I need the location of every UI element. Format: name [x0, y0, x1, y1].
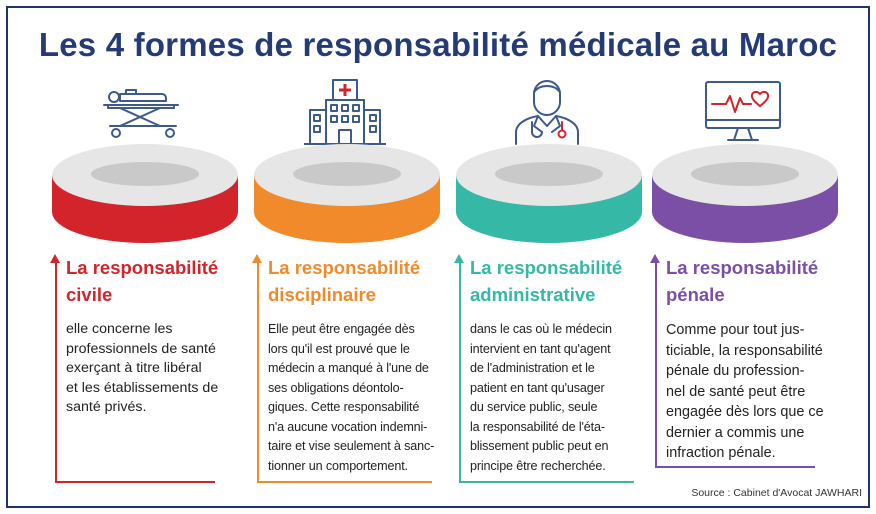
description-disciplinaire: Elle peut être engagée dès lors qu'il est prouvé que le médecin a manqué à l'une de ses obligations déontolo- giques. Cette responsabilité n'a aucune vocation indemni- taire et vise seulement à sanc- tionner un comportement. — [268, 322, 435, 473]
vertical-line — [55, 262, 57, 482]
bottom-line — [655, 466, 815, 468]
disc-disciplinaire — [252, 138, 442, 248]
bottom-line — [459, 481, 634, 483]
vertical-line — [655, 262, 657, 467]
bottom-line — [55, 481, 215, 483]
disc-administrative — [454, 138, 644, 248]
column-civile — [50, 0, 256, 514]
vertical-line — [257, 262, 259, 482]
column-penale — [650, 0, 856, 514]
heading-penale: La responsabilité pénale — [666, 257, 819, 305]
description-administrative: dans le cas où le médecin intervient en tant qu'agent de l'administration et le patient en tant qu'usager du service public, seule la responsabilité de l'éta- blissement public peut en principe être recherchée. — [470, 322, 612, 473]
column-administrative — [454, 0, 660, 514]
heading-administrative: La responsabilité administrative — [470, 257, 623, 305]
vertical-line — [459, 262, 461, 482]
description-civile: elle concerne les professionnels de santé exerçant à titre libéral et les établissements de santé privés. — [66, 321, 219, 416]
description-penale: Comme pour tout jus- ticiable, la responsabilité pénale du profession- nel de santé peut être engagée dès lors que ce dernier a commis une infraction pénale. — [666, 322, 824, 461]
disc-penale — [650, 138, 840, 248]
hospital-icon — [300, 78, 390, 146]
doctor-icon — [502, 78, 592, 146]
heart-monitor-icon — [698, 78, 788, 146]
disc-civile — [50, 138, 240, 248]
heading-disciplinaire: La responsabilité disciplinaire — [268, 257, 421, 305]
stretcher-icon — [98, 78, 188, 146]
column-disciplinaire — [252, 0, 458, 514]
bottom-line — [257, 481, 432, 483]
infographic-title: Les 4 formes de responsabilité médicale au Maroc — [38, 26, 838, 63]
source-credit: Source : Cabinet d'Avocat JAWHARI — [691, 487, 862, 499]
heading-civile: La responsabilité civile — [66, 257, 219, 305]
